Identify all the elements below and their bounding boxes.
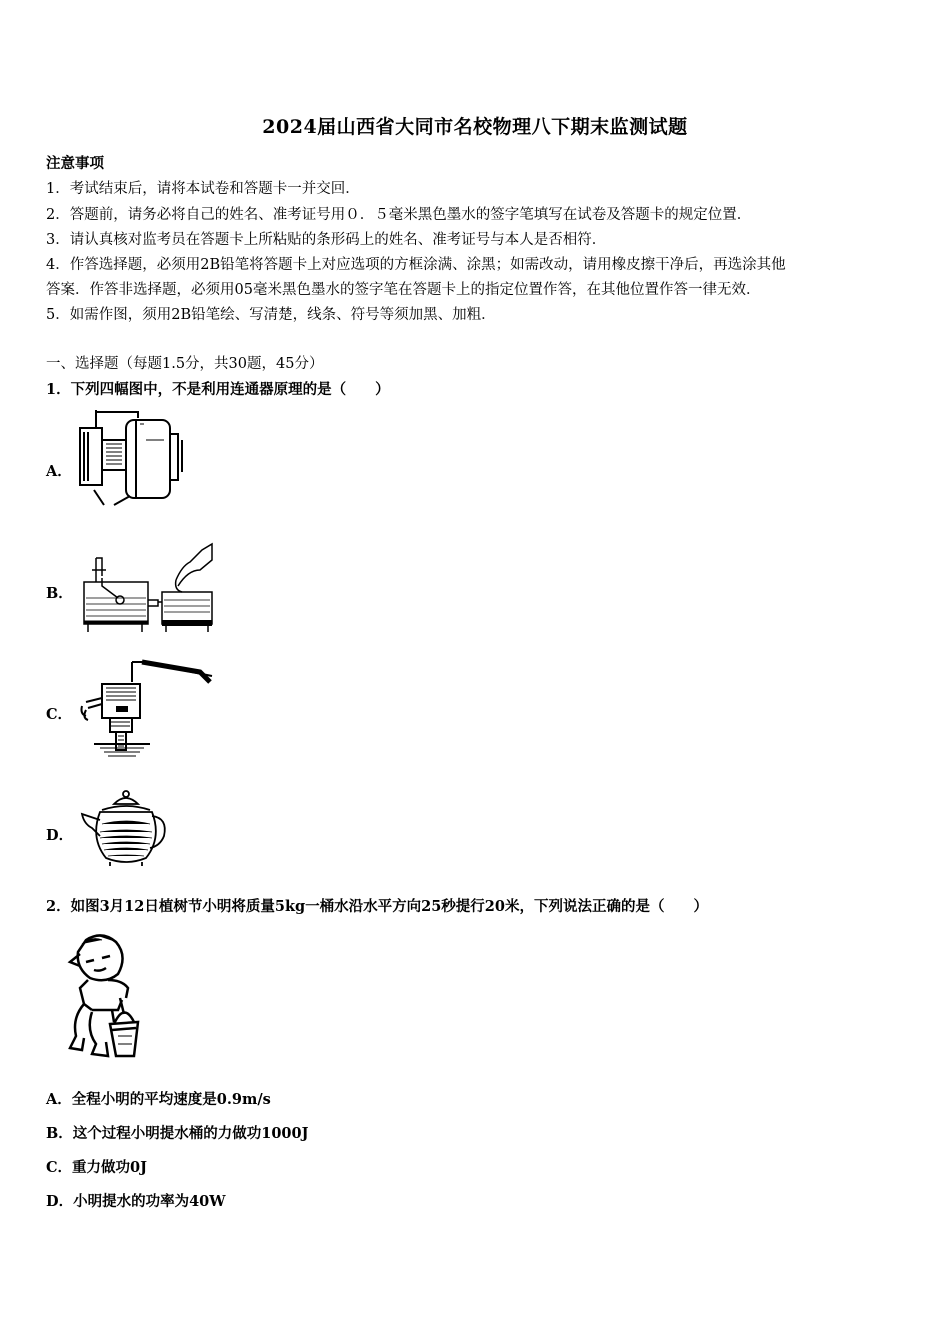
boy-carrying-bucket-icon bbox=[62, 932, 157, 1066]
question-2-stem: 2．如图3月12日植树节小明将质量5kg一桶水沿水平方向25秒提行20米，下列说法正确的是（ ） bbox=[46, 898, 708, 915]
notice-item-4-continued: 答案．作答非选择题，必须用05毫米黑色墨水的签字笔在答题卡上的指定位置作答，在其他位置作答一律无效． bbox=[46, 282, 761, 298]
section-heading: 一、选择题（每题1.5分，共30题，45分） bbox=[46, 356, 324, 372]
q1-option-a-label: A． bbox=[46, 463, 72, 480]
notice-item-2: 2．答题前，请务必将自己的姓名、准考证号用０．５毫米黑色墨水的签字笔填写在试卷及答题卡的规定位置． bbox=[46, 207, 752, 223]
notice-item-5: 5．如需作图，须用2B铅笔绘、写清楚，线条、符号等须加黑、加粗． bbox=[46, 307, 496, 323]
q2-option-d: D．小明提水的功率为40W bbox=[46, 1193, 226, 1210]
q1-option-c-label: C． bbox=[46, 706, 73, 723]
q2-option-a: A．全程小明的平均速度是0.9m/s bbox=[46, 1091, 271, 1108]
auto-water-trough-icon bbox=[78, 540, 218, 639]
exam-title: 2024届山西省大同市名校物理八下期末监测试题 bbox=[262, 116, 688, 138]
notice-item-1: 1．考试结束后，请将本试卷和答题卡一并交回． bbox=[46, 181, 360, 197]
notice-item-3: 3．请认真核对监考员在答题卡上所粘贴的条形码上的姓名、准考证号与本人是否相符． bbox=[46, 232, 607, 248]
q2-option-b: B．这个过程小明提水桶的力做功1000J bbox=[46, 1125, 309, 1142]
q1-option-b-label: B． bbox=[46, 585, 73, 602]
notice-item-4: 4．作答选择题，必须用2B铅笔将答题卡上对应选项的方框涂满、涂黑；如需改动，请用橡皮擦干净后，再选涂其他 bbox=[46, 257, 786, 273]
boiler-water-gauge-icon bbox=[74, 410, 186, 509]
q2-option-c: C．重力做功0J bbox=[46, 1159, 147, 1176]
q1-option-d-label: D． bbox=[46, 827, 74, 844]
notice-heading: 注意事项 bbox=[46, 155, 104, 172]
teapot-icon bbox=[80, 788, 170, 872]
piston-water-pump-icon bbox=[80, 658, 215, 767]
question-1-stem: 1．下列四幅图中，不是利用连通器原理的是（ ） bbox=[46, 381, 390, 398]
